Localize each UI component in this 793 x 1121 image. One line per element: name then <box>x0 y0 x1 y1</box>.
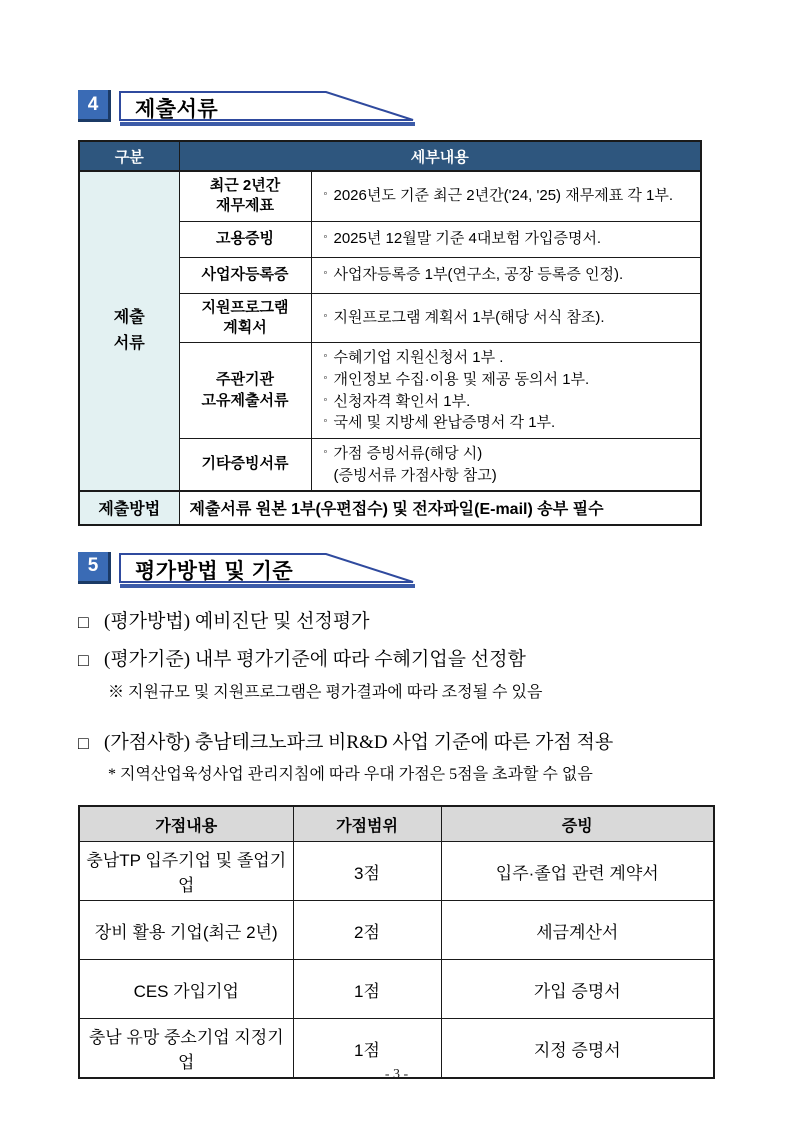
doc-detail-text: 2025년 12월말 기준 4대보험 가입증명서. <box>333 230 602 248</box>
bonus-points-table <box>78 805 715 1079</box>
doc-label-line: 고용증빙 <box>216 229 274 247</box>
bullet-icon: ◦ <box>323 188 328 201</box>
group-label-cell <box>79 171 179 491</box>
section-5-title-banner <box>119 552 417 590</box>
doc-label <box>179 257 311 293</box>
section-4-title-banner <box>119 90 417 128</box>
doc-label-line: 재무제표 <box>216 197 274 215</box>
section-4-header <box>78 90 718 128</box>
submission-method-row <box>79 491 701 525</box>
doc-label-line: 지원프로그램 <box>201 298 289 316</box>
bullet-icon: ◦ <box>323 415 328 428</box>
table-header-row <box>79 141 701 171</box>
eval-criteria-text: (평가기준) 내부 평가기준에 따라 수혜기업을 선정함 <box>104 649 526 671</box>
doc-label-line: 최근 2년간 <box>209 177 281 194</box>
page-number: - 3 - <box>384 1067 409 1082</box>
bonus-range-cell: 2점 <box>293 901 441 960</box>
column-header-details: 세부내용 <box>179 141 701 171</box>
doc-detail-text: 2026년도 기준 최근 2년간('24, '25) 재무제표 각 1부. <box>333 187 674 205</box>
doc-detail-text: 국세 및 지방세 완납증명서 각 1부. <box>333 414 556 432</box>
eval-method-text: (평가방법) 예비진단 및 선정평가 <box>104 610 370 632</box>
checkbox-icon: □ <box>78 611 89 632</box>
method-label: 제출방법 <box>79 491 179 525</box>
bonus-range-cell: 3점 <box>293 842 441 901</box>
column-header-bonus-content: 가점내용 <box>79 806 293 842</box>
column-header-bonus-range: 가점범위 <box>293 806 441 842</box>
bonus-content-cell: 충남TP 입주기업 및 졸업기업 <box>79 842 293 901</box>
section-5-number-badge: 5 <box>78 552 111 584</box>
section-4-number-badge: 4 <box>78 90 111 122</box>
column-header-evidence: 증빙 <box>441 806 714 842</box>
doc-detail <box>311 171 701 221</box>
doc-detail-text: 지원프로그램 계획서 1부(해당 서식 참조). <box>333 308 605 326</box>
doc-label-line: 사업자등록증 <box>201 265 289 283</box>
column-header-gubun: 구분 <box>79 141 179 171</box>
doc-label-line: 기타증빙서류 <box>201 455 289 473</box>
doc-label <box>179 171 311 221</box>
bullet-icon: ◦ <box>323 309 328 322</box>
bonus-points-text: (가점사항) 충남테크노파크 비R&D 사업 기준에 따른 가점 적용 <box>104 731 614 753</box>
doc-detail-text: 가점 증빙서류(해당 시) <box>333 445 483 462</box>
table-header-row <box>79 806 714 842</box>
doc-detail <box>311 439 701 491</box>
bonus-content-cell: CES 가입기업 <box>79 960 293 1019</box>
doc-label-line: 계획서 <box>223 318 267 336</box>
evidence-cell: 지정 증명서 <box>441 1019 714 1079</box>
evaluation-notes <box>78 608 718 788</box>
group-label-line: 서류 <box>113 334 145 352</box>
method-value: 제출서류 원본 1부(우편접수) 및 전자파일(E-mail) 송부 필수 <box>179 491 701 525</box>
bonus-content-cell: 장비 활용 기업(최근 2년) <box>79 901 293 960</box>
bonus-content-cell: 충남 유망 중소기업 지정기업 <box>79 1019 293 1079</box>
group-label-line: 제출 <box>113 309 145 327</box>
doc-label <box>179 293 311 343</box>
doc-label-line: 주관기관 <box>216 371 274 389</box>
doc-label <box>179 439 311 491</box>
table-row <box>79 901 714 960</box>
doc-detail <box>311 221 701 257</box>
bonus-points-line <box>78 729 718 758</box>
bullet-icon: ◦ <box>323 393 328 406</box>
evidence-cell: 세금계산서 <box>441 901 714 960</box>
doc-detail <box>311 293 701 343</box>
doc-detail-text: 사업자등록증 1부(연구소, 공장 등록증 인정). <box>333 266 624 284</box>
table-row <box>79 960 714 1019</box>
eval-criteria-line <box>78 646 718 675</box>
section-5-title: 평가방법 및 기준 <box>135 559 294 583</box>
bullet-icon: ◦ <box>323 350 328 362</box>
eval-criteria-note: ※ 지원규모 및 지원프로그램은 평가결과에 따라 조정될 수 있음 <box>108 683 543 701</box>
evidence-cell: 가입 증명서 <box>441 960 714 1019</box>
bonus-points-note: * 지역산업육성사업 관리지침에 따라 우대 가점은 5점을 초과할 수 없음 <box>108 766 593 784</box>
checkbox-icon: □ <box>78 732 89 753</box>
checkbox-icon: □ <box>78 650 89 671</box>
doc-label-line: 고유제출서류 <box>201 391 289 409</box>
bullet-icon: ◦ <box>323 446 328 458</box>
eval-method-line <box>78 608 718 637</box>
bullet-icon: ◦ <box>323 231 328 244</box>
table-row <box>79 171 701 221</box>
evidence-cell: 입주·졸업 관련 계약서 <box>441 842 714 901</box>
doc-label <box>179 221 311 257</box>
doc-detail-text: 신청자격 확인서 1부. <box>333 392 471 410</box>
doc-detail-text: 수혜기업 지원신청서 1부 . <box>333 349 504 366</box>
submission-documents-table <box>78 140 702 526</box>
section-5-header <box>78 552 718 590</box>
section-4-title: 제출서류 <box>135 98 219 121</box>
doc-detail <box>311 257 701 293</box>
bonus-range-cell: 1점 <box>293 1019 441 1079</box>
doc-detail-note: (증빙서류 가점사항 참고) <box>333 466 497 484</box>
doc-detail <box>311 343 701 439</box>
doc-label <box>179 343 311 439</box>
bullet-icon: ◦ <box>323 267 328 280</box>
bonus-range-cell: 1점 <box>293 960 441 1019</box>
doc-detail-text: 개인정보 수집·이용 및 제공 동의서 1부. <box>333 370 590 388</box>
table-row <box>79 842 714 901</box>
bullet-icon: ◦ <box>323 371 328 384</box>
